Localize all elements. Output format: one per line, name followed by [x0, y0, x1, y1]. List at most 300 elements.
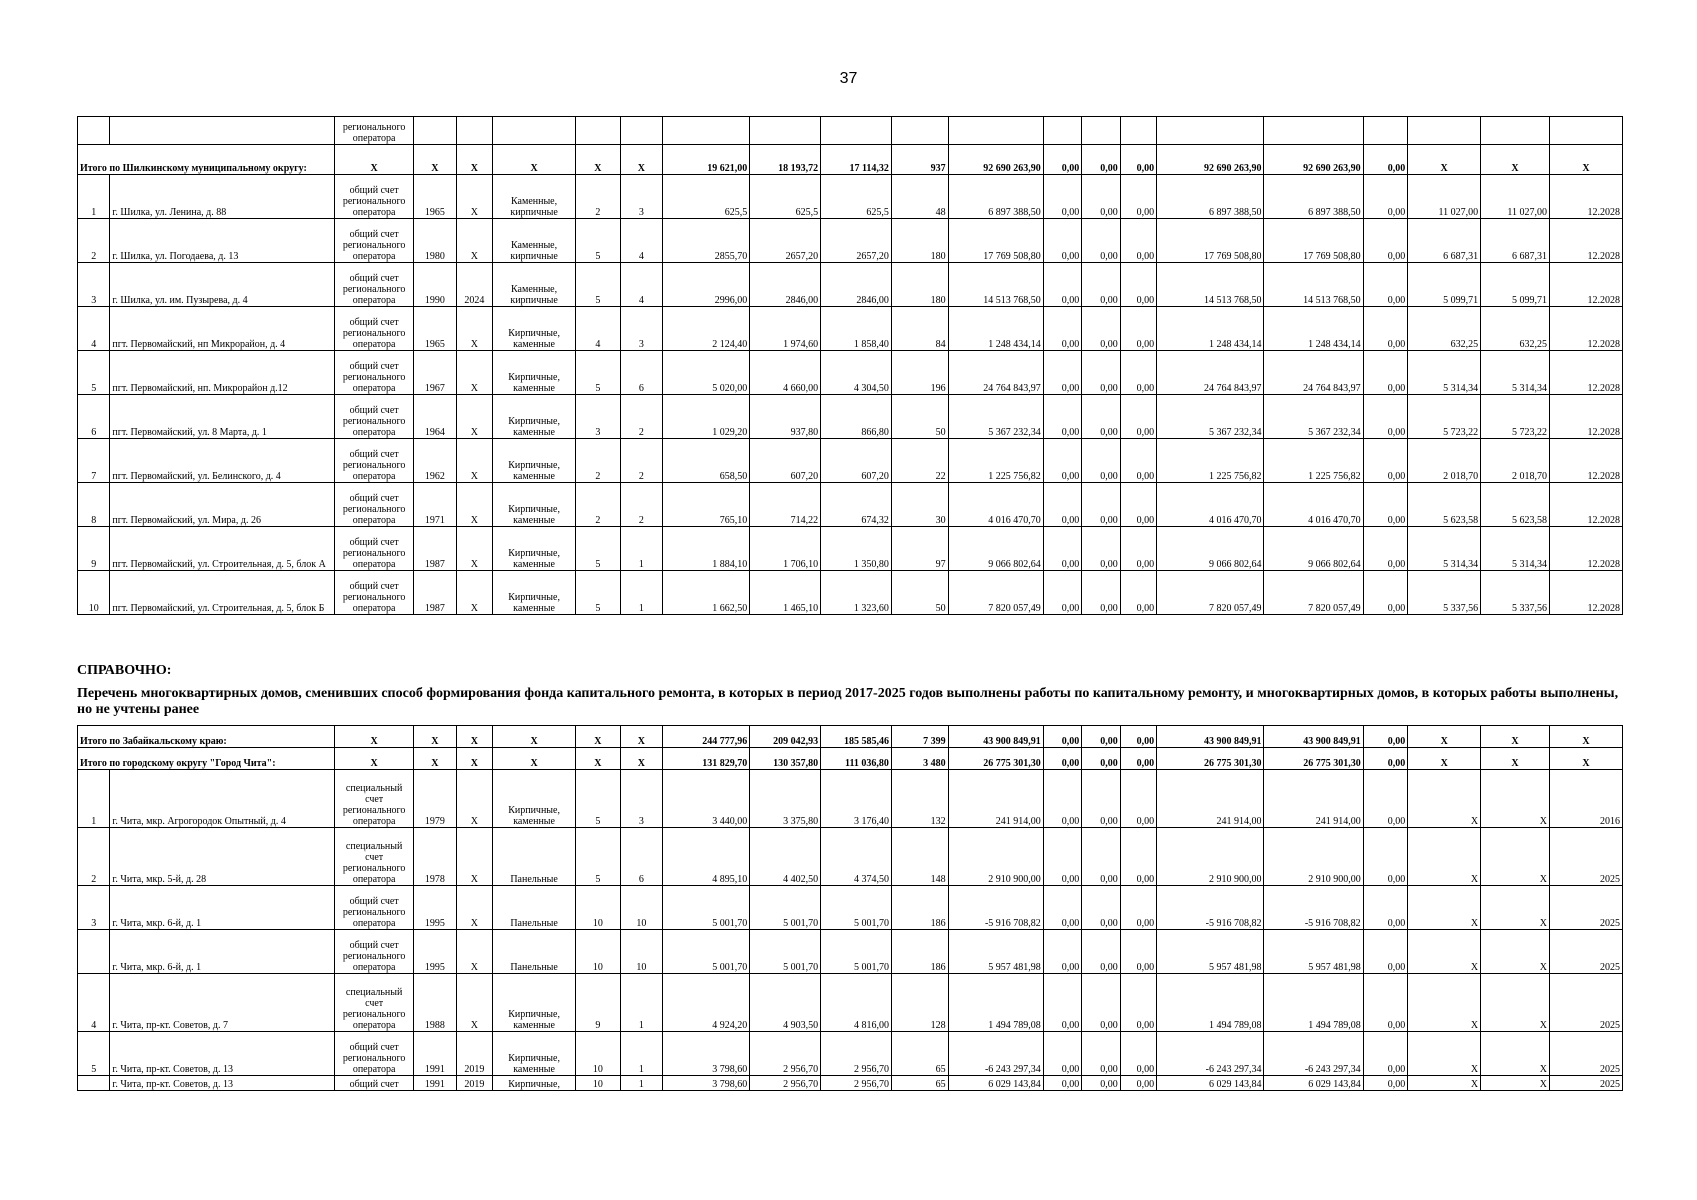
table-row	[78, 439, 1623, 483]
table-cell: 43 900 849,91	[1264, 726, 1363, 748]
table-cell: г. Шилка, ул. им. Пузырева, д. 4	[110, 263, 335, 307]
table-cell: X	[576, 145, 621, 175]
table-cell: 0,00	[1120, 1076, 1156, 1091]
table-cell: X	[1481, 1076, 1550, 1091]
table-cell: X	[456, 726, 492, 748]
table-cell: X	[1481, 748, 1550, 770]
table-cell: 4	[576, 307, 621, 351]
table-cell: 5 020,00	[663, 351, 750, 395]
table-cell: 241 914,00	[948, 770, 1043, 828]
table-cell: 3 798,60	[663, 1032, 750, 1076]
table-row	[78, 1032, 1623, 1076]
table-cell: Каменные, кирпичные	[493, 263, 576, 307]
table-cell: 5 367 232,34	[1264, 395, 1363, 439]
table-cell: 2025	[1549, 886, 1622, 930]
table-cell: 5 314,34	[1481, 351, 1550, 395]
table-cell: г. Чита, мкр. 6-й, д. 1	[110, 930, 335, 974]
table-cell: 0,00	[1082, 307, 1120, 351]
table-cell: 1965	[414, 175, 457, 219]
table-cell: 2 956,70	[750, 1076, 821, 1091]
table-cell: общий счет регионального оператора	[335, 527, 414, 571]
table-cell: 1 858,40	[821, 307, 892, 351]
table-cell: 4	[78, 307, 110, 351]
table-cell: Кирпичные, каменные	[493, 770, 576, 828]
table-cell	[1082, 117, 1120, 145]
table-cell: 2	[620, 395, 663, 439]
table-cell: 1 706,10	[750, 527, 821, 571]
table-cell: 4	[620, 263, 663, 307]
table-cell: 0,00	[1363, 439, 1408, 483]
table-cell: г. Чита, мкр. 6-й, д. 1	[110, 886, 335, 930]
table-cell: пгт. Первомайский, нп. Микрорайон д.12	[110, 351, 335, 395]
table-cell: X	[456, 439, 492, 483]
table-cell: 5 623,58	[1408, 483, 1481, 527]
table-cell: 1 494 789,08	[1264, 974, 1363, 1032]
table-cell: 0,00	[1363, 351, 1408, 395]
table-cell: Кирпичные, каменные	[493, 351, 576, 395]
table-cell: 9 066 802,64	[948, 527, 1043, 571]
table-cell: 12.2028	[1549, 527, 1622, 571]
table-row	[78, 219, 1623, 263]
table-cell: X	[1481, 828, 1550, 886]
table-cell: 0,00	[1363, 828, 1408, 886]
table-cell: 1987	[414, 571, 457, 615]
table-cell: 0,00	[1363, 483, 1408, 527]
table-cell: общий счет регионального оператора	[335, 483, 414, 527]
table-cell: 5 001,70	[821, 886, 892, 930]
table-cell: 0,00	[1120, 930, 1156, 974]
table-cell: 65	[891, 1076, 948, 1091]
table-cell: 12.2028	[1549, 219, 1622, 263]
table-cell	[1408, 117, 1481, 145]
table-cell: 0,00	[1082, 571, 1120, 615]
table-cell: Кирпичные, каменные	[493, 439, 576, 483]
table-cell: X	[1408, 770, 1481, 828]
table-cell: 6 029 143,84	[948, 1076, 1043, 1091]
table-cell: 0,00	[1082, 395, 1120, 439]
table-cell: г. Шилка, ул. Ленина, д. 88	[110, 175, 335, 219]
table-cell: 607,20	[821, 439, 892, 483]
table-cell: 2 124,40	[663, 307, 750, 351]
table-cell: специальный счет регионального оператора	[335, 770, 414, 828]
table-cell: 0,00	[1082, 175, 1120, 219]
table-cell: 2025	[1549, 828, 1622, 886]
table-cell: 5 957 481,98	[948, 930, 1043, 974]
table-cell: 3 798,60	[663, 1076, 750, 1091]
table-cell: 9	[576, 974, 621, 1032]
table-cell: Панельные	[493, 886, 576, 930]
table-cell: 65	[891, 1032, 948, 1076]
table-cell: 6 029 143,84	[1264, 1076, 1363, 1091]
table-cell: 1	[78, 175, 110, 219]
table-cell	[493, 117, 576, 145]
table-cell: 14 513 768,50	[1264, 263, 1363, 307]
table-cell: 3 176,40	[821, 770, 892, 828]
table-cell: X	[1481, 930, 1550, 974]
table-cell: пгт. Первомайский, ул. Белинского, д. 4	[110, 439, 335, 483]
table-cell: X	[1481, 726, 1550, 748]
table-cell: г. Чита, пр-кт. Советов, д. 13	[110, 1076, 335, 1091]
table-cell: 5	[576, 527, 621, 571]
table-cell: пгт. Первомайский, нп Микрорайон, д. 4	[110, 307, 335, 351]
table-cell: 2657,20	[750, 219, 821, 263]
table-cell: 0,00	[1082, 219, 1120, 263]
table-cell: 0,00	[1120, 483, 1156, 527]
changed-fund-method-table	[77, 725, 1623, 1091]
table-cell: 6 029 143,84	[1157, 1076, 1264, 1091]
table-cell	[414, 117, 457, 145]
table-cell: 14 513 768,50	[1157, 263, 1264, 307]
table-cell: 0,00	[1082, 145, 1120, 175]
table-cell: 10	[620, 886, 663, 930]
table-cell: 6	[78, 395, 110, 439]
table-cell: 7	[78, 439, 110, 483]
table-cell: 7 399	[891, 726, 948, 748]
table-cell: 1962	[414, 439, 457, 483]
table-cell: 0,00	[1363, 930, 1408, 974]
table-cell: 9 066 802,64	[1157, 527, 1264, 571]
table-cell: пгт. Первомайский, ул. Строительная, д. 5, блок А	[110, 527, 335, 571]
table-cell: 6 687,31	[1481, 219, 1550, 263]
table-cell: 0,00	[1043, 930, 1081, 974]
table-cell: общий счет регионального оператора	[335, 219, 414, 263]
table-cell: 5 957 481,98	[1264, 930, 1363, 974]
table-cell: Каменные, кирпичные	[493, 175, 576, 219]
table-cell	[78, 1076, 110, 1091]
table-cell: Кирпичные, каменные	[493, 395, 576, 439]
table-cell: 0,00	[1120, 219, 1156, 263]
table-cell: 2855,70	[663, 219, 750, 263]
table-cell	[1120, 117, 1156, 145]
table-cell: Панельные	[493, 828, 576, 886]
table-cell: X	[335, 145, 414, 175]
table-cell: 1	[78, 770, 110, 828]
table-cell: 2846,00	[821, 263, 892, 307]
table-cell: 0,00	[1082, 930, 1120, 974]
table-cell: Кирпичные, каменные	[493, 483, 576, 527]
table-cell: -5 916 708,82	[948, 886, 1043, 930]
table-cell	[1157, 117, 1264, 145]
table-row	[78, 117, 1623, 145]
table-cell: 0,00	[1043, 748, 1081, 770]
table-cell: 0,00	[1120, 828, 1156, 886]
table-cell: 24 764 843,97	[1157, 351, 1264, 395]
table-cell: 6 897 388,50	[1157, 175, 1264, 219]
table-cell	[1481, 117, 1550, 145]
table-cell: 3 375,80	[750, 770, 821, 828]
table-cell: 84	[891, 307, 948, 351]
table-cell: 17 114,32	[821, 145, 892, 175]
table-cell: 0,00	[1120, 439, 1156, 483]
table-cell: 2	[620, 483, 663, 527]
table-cell: общий счет	[335, 1076, 414, 1091]
table-cell: X	[414, 726, 457, 748]
table-cell: X	[456, 886, 492, 930]
table-cell: X	[456, 571, 492, 615]
table-cell: 1	[620, 1076, 663, 1091]
table-cell: 0,00	[1043, 726, 1081, 748]
reference-label: СПРАВОЧНО:	[77, 663, 172, 678]
table-cell: 2	[576, 483, 621, 527]
table-cell: 625,5	[821, 175, 892, 219]
table-cell: X	[1408, 145, 1481, 175]
table-cell: X	[1408, 1076, 1481, 1091]
table-cell: 10	[576, 1032, 621, 1076]
table-cell: X	[456, 770, 492, 828]
table-cell: X	[456, 145, 492, 175]
table-cell: 0,00	[1363, 219, 1408, 263]
table-cell: 2019	[456, 1032, 492, 1076]
table-cell: 180	[891, 219, 948, 263]
table-cell: X	[456, 395, 492, 439]
table-cell: 2019	[456, 1076, 492, 1091]
table-cell: 4 660,00	[750, 351, 821, 395]
table-cell: 0,00	[1363, 145, 1408, 175]
table-cell: общий счет регионального оператора	[335, 886, 414, 930]
table-cell: X	[456, 175, 492, 219]
table-cell: 241 914,00	[1264, 770, 1363, 828]
table-cell: 6 897 388,50	[948, 175, 1043, 219]
table-cell: 8	[78, 483, 110, 527]
table-cell: Итого по Шилкинскому муниципальному округу:	[78, 145, 335, 175]
table-cell: общий счет регионального оператора	[335, 351, 414, 395]
table-cell: X	[335, 748, 414, 770]
table-cell: общий счет регионального оператора	[335, 1032, 414, 1076]
table-cell: 1 225 756,82	[1264, 439, 1363, 483]
table-cell: 92 690 263,90	[948, 145, 1043, 175]
table-cell: 0,00	[1082, 351, 1120, 395]
table-row	[78, 351, 1623, 395]
table-cell: 2	[620, 439, 663, 483]
table-cell: 18 193,72	[750, 145, 821, 175]
table-cell: 4 924,20	[663, 974, 750, 1032]
table-cell: 4 374,50	[821, 828, 892, 886]
table-cell: 97	[891, 527, 948, 571]
table-cell: 0,00	[1082, 886, 1120, 930]
table-cell: 1 350,80	[821, 527, 892, 571]
table-cell: 4 016 470,70	[1264, 483, 1363, 527]
table-cell: 1 884,10	[663, 527, 750, 571]
table-cell: 12.2028	[1549, 307, 1622, 351]
table-cell: 132	[891, 770, 948, 828]
table-cell: 0,00	[1363, 726, 1408, 748]
table-cell: 14 513 768,50	[948, 263, 1043, 307]
page-number: 37	[839, 70, 858, 87]
table-cell	[821, 117, 892, 145]
table-cell: 26 775 301,30	[1264, 748, 1363, 770]
table-cell: пгт. Первомайский, ул. Строительная, д. 5, блок Б	[110, 571, 335, 615]
table-cell: 6 687,31	[1408, 219, 1481, 263]
table-cell: 30	[891, 483, 948, 527]
table-cell: 244 777,96	[663, 726, 750, 748]
table-cell: 2846,00	[750, 263, 821, 307]
table-cell: г. Чита, мкр. 5-й, д. 28	[110, 828, 335, 886]
table-cell: 2996,00	[663, 263, 750, 307]
table-cell: 3	[620, 770, 663, 828]
table-cell: 0,00	[1043, 483, 1081, 527]
table-cell: 92 690 263,90	[1157, 145, 1264, 175]
table-cell: -5 916 708,82	[1157, 886, 1264, 930]
table-cell: 5	[576, 828, 621, 886]
table-cell: 1 225 756,82	[948, 439, 1043, 483]
table-row	[78, 527, 1623, 571]
shilka-district-table	[77, 116, 1623, 615]
table-row	[78, 571, 1623, 615]
table-cell: 0,00	[1043, 263, 1081, 307]
table-cell	[750, 117, 821, 145]
table-row	[78, 307, 1623, 351]
table-cell: общий счет регионального оператора	[335, 263, 414, 307]
table-cell: 1	[620, 974, 663, 1032]
table-row	[78, 483, 1623, 527]
table-cell: X	[1481, 1032, 1550, 1076]
table-cell: пгт. Первомайский, ул. 8 Марта, д. 1	[110, 395, 335, 439]
table-cell: 0,00	[1120, 571, 1156, 615]
table-row	[78, 930, 1623, 974]
table-cell: 186	[891, 930, 948, 974]
table-cell: -6 243 297,34	[948, 1032, 1043, 1076]
table-cell: 0,00	[1043, 307, 1081, 351]
table-cell: 0,00	[1363, 307, 1408, 351]
table-cell: 196	[891, 351, 948, 395]
table-cell: 241 914,00	[1157, 770, 1264, 828]
table-cell: пгт. Первомайский, ул. Мира, д. 26	[110, 483, 335, 527]
table-cell: 1 974,60	[750, 307, 821, 351]
table-cell: 19 621,00	[663, 145, 750, 175]
table-row	[78, 263, 1623, 307]
table-cell: 2024	[456, 263, 492, 307]
table-row	[78, 1076, 1623, 1091]
table-cell: 658,50	[663, 439, 750, 483]
table-cell: 1971	[414, 483, 457, 527]
table-cell: 3	[78, 263, 110, 307]
table-cell: 1988	[414, 974, 457, 1032]
table-cell	[948, 117, 1043, 145]
table-cell: 625,5	[663, 175, 750, 219]
table-cell: Кирпичные, каменные	[493, 571, 576, 615]
table-cell: X	[456, 483, 492, 527]
table-cell: 2 956,70	[821, 1076, 892, 1091]
table-cell: 1995	[414, 886, 457, 930]
table-cell: 0,00	[1120, 307, 1156, 351]
table-cell: общий счет регионального оператора	[335, 307, 414, 351]
table-cell: X	[1408, 748, 1481, 770]
table-cell: 1 323,60	[821, 571, 892, 615]
table-cell: 1 248 434,14	[1157, 307, 1264, 351]
table-cell: 1991	[414, 1076, 457, 1091]
table-cell: 0,00	[1120, 886, 1156, 930]
total-row	[78, 748, 1623, 770]
table-cell: 0,00	[1363, 571, 1408, 615]
table-cell: 1 248 434,14	[1264, 307, 1363, 351]
table-cell: 2	[78, 828, 110, 886]
table-cell: 1980	[414, 219, 457, 263]
table-cell: 10	[78, 571, 110, 615]
table-cell: 674,32	[821, 483, 892, 527]
table-cell: X	[456, 307, 492, 351]
table-cell: X	[1549, 748, 1622, 770]
table-cell	[891, 117, 948, 145]
table-cell: 0,00	[1120, 395, 1156, 439]
table-cell: X	[493, 748, 576, 770]
table-cell: 6 897 388,50	[1264, 175, 1363, 219]
table-cell: 6	[620, 351, 663, 395]
table-cell: X	[456, 219, 492, 263]
table-cell: 9	[78, 527, 110, 571]
table-cell: 17 769 508,80	[948, 219, 1043, 263]
table-cell: 2 910 900,00	[1157, 828, 1264, 886]
table-cell	[1549, 117, 1622, 145]
table-cell: 0,00	[1120, 974, 1156, 1032]
table-cell: 0,00	[1082, 726, 1120, 748]
table-cell: X	[456, 828, 492, 886]
table-cell: -6 243 297,34	[1157, 1032, 1264, 1076]
table-cell: X	[456, 351, 492, 395]
table-cell: 1 225 756,82	[1157, 439, 1264, 483]
table-cell: 10	[620, 930, 663, 974]
table-row	[78, 175, 1623, 219]
table-cell: 6	[620, 828, 663, 886]
total-row	[78, 726, 1623, 748]
table-cell: 0,00	[1363, 395, 1408, 439]
table-cell: 1 029,20	[663, 395, 750, 439]
table-cell: X	[414, 145, 457, 175]
table-cell: 0,00	[1043, 770, 1081, 828]
table-cell: 3	[78, 886, 110, 930]
table-cell: 0,00	[1082, 263, 1120, 307]
table-cell: 0,00	[1082, 828, 1120, 886]
table-cell: X	[1408, 1032, 1481, 1076]
table-cell	[620, 117, 663, 145]
table-cell: 5	[576, 351, 621, 395]
table-cell: 7 820 057,49	[1264, 571, 1363, 615]
table-cell: 26 775 301,30	[1157, 748, 1264, 770]
table-cell: 0,00	[1043, 395, 1081, 439]
table-cell: 186	[891, 886, 948, 930]
table-cell: 2025	[1549, 930, 1622, 974]
table-cell: 5 001,70	[663, 930, 750, 974]
table-cell: X	[456, 974, 492, 1032]
table-cell: Итого по Забайкальскому краю:	[78, 726, 335, 748]
table-cell: 0,00	[1363, 1076, 1408, 1091]
table-cell: 1990	[414, 263, 457, 307]
table-cell: 17 769 508,80	[1157, 219, 1264, 263]
table-cell: специальный счет регионального оператора	[335, 974, 414, 1032]
table-cell	[110, 117, 335, 145]
table-cell: 0,00	[1082, 770, 1120, 828]
table-cell: X	[1481, 974, 1550, 1032]
table-cell: 937	[891, 145, 948, 175]
table-cell: 5	[576, 770, 621, 828]
table-cell: 10	[576, 886, 621, 930]
table-cell: общий счет регионального оператора	[335, 571, 414, 615]
table-row	[78, 770, 1623, 828]
table-cell: Кирпичные, каменные	[493, 1032, 576, 1076]
table-cell: 4 016 470,70	[1157, 483, 1264, 527]
table-cell: 22	[891, 439, 948, 483]
table-cell: 5 314,34	[1408, 527, 1481, 571]
table-cell: 4	[620, 219, 663, 263]
table-cell: 12.2028	[1549, 351, 1622, 395]
table-cell: 12.2028	[1549, 175, 1622, 219]
table-cell: 0,00	[1120, 770, 1156, 828]
table-cell: 0,00	[1120, 145, 1156, 175]
table-cell: X	[456, 930, 492, 974]
table-cell: Панельные	[493, 930, 576, 974]
table-cell: 43 900 849,91	[948, 726, 1043, 748]
table-cell: 1967	[414, 351, 457, 395]
table-cell: 12.2028	[1549, 571, 1622, 615]
